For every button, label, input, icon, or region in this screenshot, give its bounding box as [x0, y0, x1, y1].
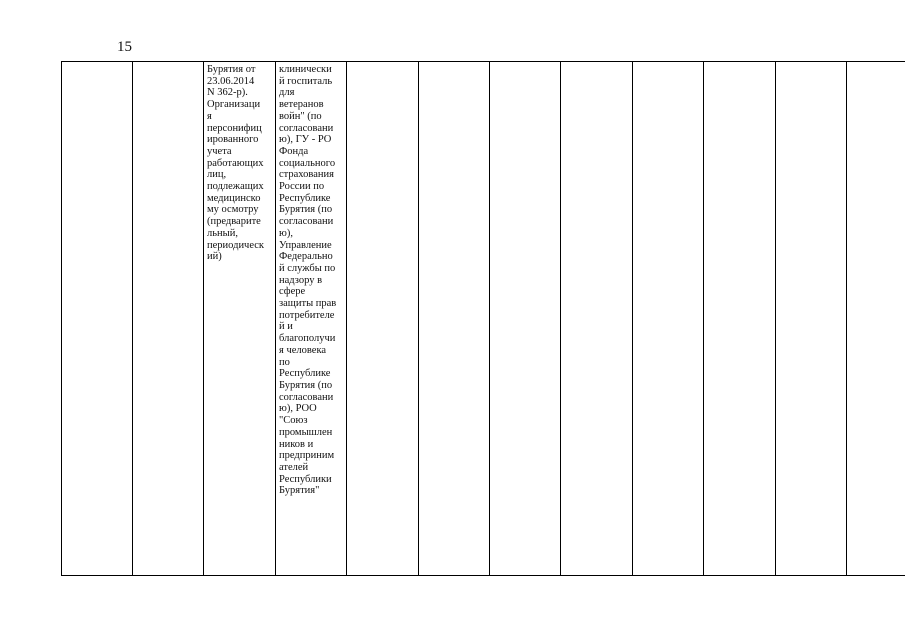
table-cell-11	[776, 62, 847, 576]
table-cell-6	[419, 62, 490, 576]
table-cell-8	[561, 62, 633, 576]
table-cell-5	[347, 62, 419, 576]
table-cell-9	[633, 62, 704, 576]
table-cell-12	[847, 62, 905, 576]
table-cell-7	[490, 62, 561, 576]
table-cell-10	[704, 62, 776, 576]
table-cell-3: Бурятия от 23.06.2014 N 362-р). Организаци я персонифиц ированного учета работающих лиц, подлежащих медицинско му осмотру (предварите льный, периодическ ий)	[204, 62, 276, 576]
table-cell-1	[62, 62, 133, 576]
table-cell-4: клинически й госпиталь для ветеранов войн" (по согласовани ю), ГУ - РО Фонда социального страхования России по Республике Бурятия (по согласовани ю), Управление Федерально й службы по надзору в сфере защиты прав потребителе й и благополучи я человека по Республике Бурятия (по согласовани ю), РОО "Союз промышлен ников и предприним ателей Республики Бурятия"	[276, 62, 347, 576]
table-cell-2	[133, 62, 204, 576]
page-number: 15	[117, 39, 132, 55]
document-table	[61, 61, 905, 576]
table-row	[62, 62, 905, 576]
